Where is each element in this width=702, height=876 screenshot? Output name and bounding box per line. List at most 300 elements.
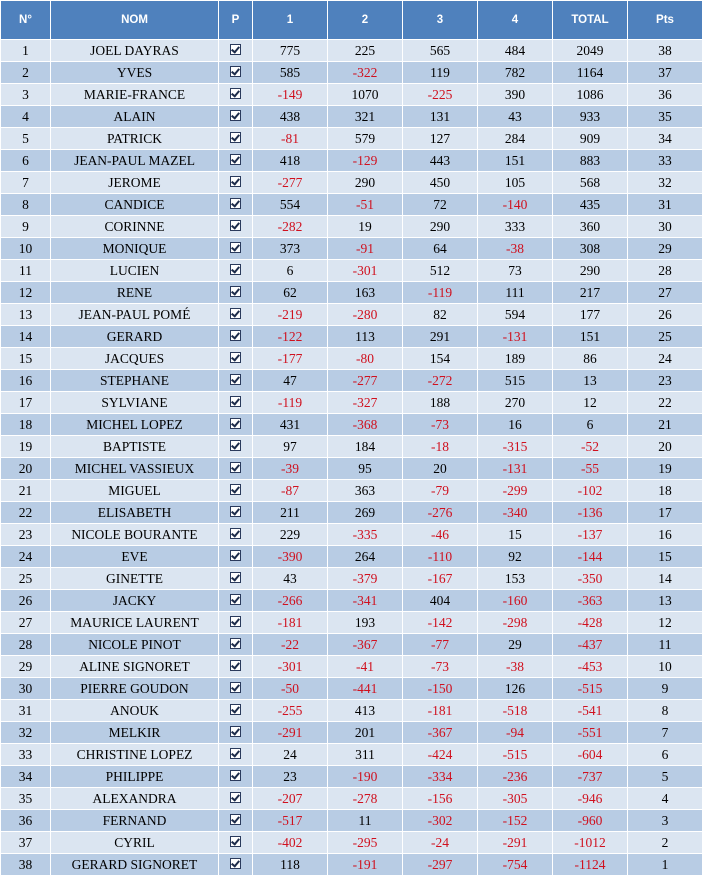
round-3-cell: -110 bbox=[403, 546, 478, 568]
name-cell: CANDICE bbox=[51, 194, 219, 216]
round-1-cell: -266 bbox=[253, 590, 328, 612]
total-cell: -515 bbox=[553, 678, 628, 700]
round-1-cell: 6 bbox=[253, 260, 328, 282]
round-1-cell: 24 bbox=[253, 744, 328, 766]
table-row bbox=[1, 810, 702, 832]
checked-checkbox-icon bbox=[230, 66, 241, 77]
total-cell: -960 bbox=[553, 810, 628, 832]
points-cell: 1 bbox=[628, 854, 702, 876]
round-2-cell: -51 bbox=[328, 194, 403, 216]
points-cell: 15 bbox=[628, 546, 702, 568]
round-3-cell: 291 bbox=[403, 326, 478, 348]
points-cell: 12 bbox=[628, 612, 702, 634]
round-3-cell: -142 bbox=[403, 612, 478, 634]
round-2-cell: 363 bbox=[328, 480, 403, 502]
checked-checkbox-icon bbox=[230, 836, 241, 847]
round-3-cell: -77 bbox=[403, 634, 478, 656]
total-cell: -453 bbox=[553, 656, 628, 678]
rank-cell: 31 bbox=[1, 700, 51, 722]
points-cell: 26 bbox=[628, 304, 702, 326]
name-cell: MICHEL LOPEZ bbox=[51, 414, 219, 436]
checked-checkbox-icon bbox=[230, 176, 241, 187]
points-cell: 32 bbox=[628, 172, 702, 194]
round-4-cell: 73 bbox=[478, 260, 553, 282]
round-3-cell: -302 bbox=[403, 810, 478, 832]
rank-cell: 10 bbox=[1, 238, 51, 260]
total-cell: 933 bbox=[553, 106, 628, 128]
round-2-cell: -41 bbox=[328, 656, 403, 678]
points-cell: 33 bbox=[628, 150, 702, 172]
total-cell: -102 bbox=[553, 480, 628, 502]
round-1-cell: -390 bbox=[253, 546, 328, 568]
column-header-round-4: 4 bbox=[478, 1, 553, 40]
round-2-cell: 269 bbox=[328, 502, 403, 524]
table-row bbox=[1, 722, 702, 744]
present-cell bbox=[219, 810, 253, 832]
points-cell: 23 bbox=[628, 370, 702, 392]
table-row bbox=[1, 502, 702, 524]
round-2-cell: 290 bbox=[328, 172, 403, 194]
present-cell bbox=[219, 744, 253, 766]
points-cell: 34 bbox=[628, 128, 702, 150]
round-1-cell: 585 bbox=[253, 62, 328, 84]
name-cell: GINETTE bbox=[51, 568, 219, 590]
rank-cell: 32 bbox=[1, 722, 51, 744]
points-cell: 3 bbox=[628, 810, 702, 832]
points-cell: 7 bbox=[628, 722, 702, 744]
name-cell: RENE bbox=[51, 282, 219, 304]
name-cell: STEPHANE bbox=[51, 370, 219, 392]
name-cell: MICHEL VASSIEUX bbox=[51, 458, 219, 480]
table-row bbox=[1, 62, 702, 84]
round-4-cell: -305 bbox=[478, 788, 553, 810]
round-4-cell: 782 bbox=[478, 62, 553, 84]
table-row bbox=[1, 172, 702, 194]
total-cell: 217 bbox=[553, 282, 628, 304]
points-cell: 18 bbox=[628, 480, 702, 502]
round-2-cell: 1070 bbox=[328, 84, 403, 106]
checked-checkbox-icon bbox=[230, 242, 241, 253]
round-4-cell: -152 bbox=[478, 810, 553, 832]
round-2-cell: -441 bbox=[328, 678, 403, 700]
present-cell bbox=[219, 348, 253, 370]
round-2-cell: 264 bbox=[328, 546, 403, 568]
total-cell: -350 bbox=[553, 568, 628, 590]
round-3-cell: 127 bbox=[403, 128, 478, 150]
rank-cell: 1 bbox=[1, 40, 51, 62]
round-2-cell: -341 bbox=[328, 590, 403, 612]
points-cell: 25 bbox=[628, 326, 702, 348]
rank-cell: 19 bbox=[1, 436, 51, 458]
checked-checkbox-icon bbox=[230, 286, 241, 297]
table-row bbox=[1, 194, 702, 216]
round-1-cell: -277 bbox=[253, 172, 328, 194]
round-1-cell: 438 bbox=[253, 106, 328, 128]
name-cell: MELKIR bbox=[51, 722, 219, 744]
table-row bbox=[1, 282, 702, 304]
present-cell bbox=[219, 546, 253, 568]
round-4-cell: 105 bbox=[478, 172, 553, 194]
round-2-cell: -368 bbox=[328, 414, 403, 436]
points-cell: 28 bbox=[628, 260, 702, 282]
name-cell: YVES bbox=[51, 62, 219, 84]
round-4-cell: 189 bbox=[478, 348, 553, 370]
checked-checkbox-icon bbox=[230, 792, 241, 803]
round-4-cell: 390 bbox=[478, 84, 553, 106]
total-cell: 1164 bbox=[553, 62, 628, 84]
table-row bbox=[1, 568, 702, 590]
name-cell: NICOLE PINOT bbox=[51, 634, 219, 656]
round-4-cell: 43 bbox=[478, 106, 553, 128]
round-3-cell: 565 bbox=[403, 40, 478, 62]
table-row bbox=[1, 150, 702, 172]
checked-checkbox-icon bbox=[230, 198, 241, 209]
checked-checkbox-icon bbox=[230, 418, 241, 429]
name-cell: GERARD SIGNORET bbox=[51, 854, 219, 876]
round-2-cell: -379 bbox=[328, 568, 403, 590]
round-2-cell: -91 bbox=[328, 238, 403, 260]
name-cell: GERARD bbox=[51, 326, 219, 348]
round-2-cell: -280 bbox=[328, 304, 403, 326]
name-cell: JEAN-PAUL POMÉ bbox=[51, 304, 219, 326]
points-cell: 37 bbox=[628, 62, 702, 84]
points-cell: 5 bbox=[628, 766, 702, 788]
rank-cell: 8 bbox=[1, 194, 51, 216]
round-2-cell: -191 bbox=[328, 854, 403, 876]
round-1-cell: -402 bbox=[253, 832, 328, 854]
checked-checkbox-icon bbox=[230, 770, 241, 781]
present-cell bbox=[219, 194, 253, 216]
name-cell: FERNAND bbox=[51, 810, 219, 832]
round-4-cell: -315 bbox=[478, 436, 553, 458]
round-3-cell: 20 bbox=[403, 458, 478, 480]
name-cell: CHRISTINE LOPEZ bbox=[51, 744, 219, 766]
present-cell bbox=[219, 700, 253, 722]
round-3-cell: -46 bbox=[403, 524, 478, 546]
points-cell: 2 bbox=[628, 832, 702, 854]
points-cell: 31 bbox=[628, 194, 702, 216]
checked-checkbox-icon bbox=[230, 440, 241, 451]
round-1-cell: 373 bbox=[253, 238, 328, 260]
round-1-cell: -122 bbox=[253, 326, 328, 348]
round-4-cell: 92 bbox=[478, 546, 553, 568]
table-row bbox=[1, 238, 702, 260]
name-cell: JACKY bbox=[51, 590, 219, 612]
round-4-cell: -94 bbox=[478, 722, 553, 744]
round-2-cell: 163 bbox=[328, 282, 403, 304]
name-cell: BAPTISTE bbox=[51, 436, 219, 458]
round-1-cell: 62 bbox=[253, 282, 328, 304]
round-1-cell: 43 bbox=[253, 568, 328, 590]
table-row bbox=[1, 436, 702, 458]
rank-cell: 27 bbox=[1, 612, 51, 634]
rank-cell: 6 bbox=[1, 150, 51, 172]
name-cell: MARIE-FRANCE bbox=[51, 84, 219, 106]
table-row bbox=[1, 40, 702, 62]
round-4-cell: 484 bbox=[478, 40, 553, 62]
header-row bbox=[1, 1, 702, 40]
total-cell: 568 bbox=[553, 172, 628, 194]
round-1-cell: 97 bbox=[253, 436, 328, 458]
present-cell bbox=[219, 854, 253, 876]
table-row bbox=[1, 854, 702, 876]
total-cell: 13 bbox=[553, 370, 628, 392]
round-4-cell: -236 bbox=[478, 766, 553, 788]
name-cell: JEAN-PAUL MAZEL bbox=[51, 150, 219, 172]
rank-cell: 22 bbox=[1, 502, 51, 524]
round-3-cell: -167 bbox=[403, 568, 478, 590]
round-3-cell: -119 bbox=[403, 282, 478, 304]
column-header-round-3: 3 bbox=[403, 1, 478, 40]
round-2-cell: -367 bbox=[328, 634, 403, 656]
round-4-cell: -515 bbox=[478, 744, 553, 766]
round-1-cell: -301 bbox=[253, 656, 328, 678]
present-cell bbox=[219, 766, 253, 788]
total-cell: -551 bbox=[553, 722, 628, 744]
round-4-cell: -518 bbox=[478, 700, 553, 722]
table-row bbox=[1, 788, 702, 810]
round-4-cell: -291 bbox=[478, 832, 553, 854]
points-cell: 27 bbox=[628, 282, 702, 304]
name-cell: ANOUK bbox=[51, 700, 219, 722]
total-cell: -541 bbox=[553, 700, 628, 722]
name-cell: PIERRE GOUDON bbox=[51, 678, 219, 700]
total-cell: -363 bbox=[553, 590, 628, 612]
round-2-cell: 413 bbox=[328, 700, 403, 722]
rank-cell: 29 bbox=[1, 656, 51, 678]
round-1-cell: -119 bbox=[253, 392, 328, 414]
round-2-cell: -322 bbox=[328, 62, 403, 84]
name-cell: ELISABETH bbox=[51, 502, 219, 524]
round-4-cell: 111 bbox=[478, 282, 553, 304]
checked-checkbox-icon bbox=[230, 616, 241, 627]
points-cell: 20 bbox=[628, 436, 702, 458]
round-3-cell: -225 bbox=[403, 84, 478, 106]
column-header-name: NOM bbox=[51, 1, 219, 40]
table-row bbox=[1, 304, 702, 326]
checked-checkbox-icon bbox=[230, 638, 241, 649]
round-1-cell: -255 bbox=[253, 700, 328, 722]
round-3-cell: -334 bbox=[403, 766, 478, 788]
present-cell bbox=[219, 480, 253, 502]
present-cell bbox=[219, 282, 253, 304]
round-1-cell: 23 bbox=[253, 766, 328, 788]
table-row bbox=[1, 612, 702, 634]
present-cell bbox=[219, 414, 253, 436]
table-row bbox=[1, 678, 702, 700]
table-row bbox=[1, 458, 702, 480]
checked-checkbox-icon bbox=[230, 814, 241, 825]
round-2-cell: 193 bbox=[328, 612, 403, 634]
present-cell bbox=[219, 370, 253, 392]
total-cell: -737 bbox=[553, 766, 628, 788]
total-cell: 360 bbox=[553, 216, 628, 238]
round-1-cell: -219 bbox=[253, 304, 328, 326]
round-4-cell: -131 bbox=[478, 326, 553, 348]
present-cell bbox=[219, 634, 253, 656]
total-cell: -52 bbox=[553, 436, 628, 458]
points-cell: 21 bbox=[628, 414, 702, 436]
total-cell: 6 bbox=[553, 414, 628, 436]
rank-cell: 30 bbox=[1, 678, 51, 700]
round-3-cell: -73 bbox=[403, 656, 478, 678]
round-3-cell: 154 bbox=[403, 348, 478, 370]
table-row bbox=[1, 370, 702, 392]
round-4-cell: -140 bbox=[478, 194, 553, 216]
round-4-cell: 333 bbox=[478, 216, 553, 238]
points-cell: 24 bbox=[628, 348, 702, 370]
round-2-cell: 184 bbox=[328, 436, 403, 458]
total-cell: 2049 bbox=[553, 40, 628, 62]
round-1-cell: -149 bbox=[253, 84, 328, 106]
table-row bbox=[1, 84, 702, 106]
round-1-cell: -517 bbox=[253, 810, 328, 832]
round-2-cell: 95 bbox=[328, 458, 403, 480]
round-4-cell: 284 bbox=[478, 128, 553, 150]
points-cell: 8 bbox=[628, 700, 702, 722]
round-3-cell: 72 bbox=[403, 194, 478, 216]
table-row bbox=[1, 326, 702, 348]
table-row bbox=[1, 414, 702, 436]
column-header-present: P bbox=[219, 1, 253, 40]
round-1-cell: -39 bbox=[253, 458, 328, 480]
checked-checkbox-icon bbox=[230, 264, 241, 275]
rank-cell: 26 bbox=[1, 590, 51, 612]
round-1-cell: -177 bbox=[253, 348, 328, 370]
round-1-cell: 229 bbox=[253, 524, 328, 546]
total-cell: -1012 bbox=[553, 832, 628, 854]
present-cell bbox=[219, 436, 253, 458]
round-3-cell: -181 bbox=[403, 700, 478, 722]
name-cell: PATRICK bbox=[51, 128, 219, 150]
round-2-cell: 11 bbox=[328, 810, 403, 832]
rank-cell: 21 bbox=[1, 480, 51, 502]
round-4-cell: -38 bbox=[478, 656, 553, 678]
checked-checkbox-icon bbox=[230, 330, 241, 341]
round-2-cell: -335 bbox=[328, 524, 403, 546]
round-1-cell: 431 bbox=[253, 414, 328, 436]
checked-checkbox-icon bbox=[230, 858, 241, 869]
round-2-cell: -301 bbox=[328, 260, 403, 282]
checked-checkbox-icon bbox=[230, 220, 241, 231]
checked-checkbox-icon bbox=[230, 550, 241, 561]
round-3-cell: -297 bbox=[403, 854, 478, 876]
rank-cell: 24 bbox=[1, 546, 51, 568]
present-cell bbox=[219, 150, 253, 172]
present-cell bbox=[219, 128, 253, 150]
rank-cell: 33 bbox=[1, 744, 51, 766]
table-row bbox=[1, 260, 702, 282]
total-cell: 308 bbox=[553, 238, 628, 260]
round-4-cell: 16 bbox=[478, 414, 553, 436]
rank-cell: 2 bbox=[1, 62, 51, 84]
name-cell: ALINE SIGNORET bbox=[51, 656, 219, 678]
name-cell: SYLVIANE bbox=[51, 392, 219, 414]
round-4-cell: -160 bbox=[478, 590, 553, 612]
checked-checkbox-icon bbox=[230, 704, 241, 715]
round-4-cell: 153 bbox=[478, 568, 553, 590]
present-cell bbox=[219, 590, 253, 612]
name-cell: JEROME bbox=[51, 172, 219, 194]
round-3-cell: 119 bbox=[403, 62, 478, 84]
name-cell: LUCIEN bbox=[51, 260, 219, 282]
round-1-cell: 211 bbox=[253, 502, 328, 524]
table-row bbox=[1, 216, 702, 238]
total-cell: 151 bbox=[553, 326, 628, 348]
name-cell: PHILIPPE bbox=[51, 766, 219, 788]
name-cell: CORINNE bbox=[51, 216, 219, 238]
present-cell bbox=[219, 832, 253, 854]
points-cell: 10 bbox=[628, 656, 702, 678]
points-cell: 22 bbox=[628, 392, 702, 414]
table-row bbox=[1, 634, 702, 656]
points-cell: 36 bbox=[628, 84, 702, 106]
round-3-cell: 443 bbox=[403, 150, 478, 172]
round-3-cell: 404 bbox=[403, 590, 478, 612]
rank-cell: 20 bbox=[1, 458, 51, 480]
name-cell: ALAIN bbox=[51, 106, 219, 128]
round-3-cell: 131 bbox=[403, 106, 478, 128]
present-cell bbox=[219, 502, 253, 524]
checked-checkbox-icon bbox=[230, 396, 241, 407]
present-cell bbox=[219, 238, 253, 260]
points-cell: 16 bbox=[628, 524, 702, 546]
round-1-cell: 118 bbox=[253, 854, 328, 876]
rank-cell: 4 bbox=[1, 106, 51, 128]
round-3-cell: -367 bbox=[403, 722, 478, 744]
points-cell: 17 bbox=[628, 502, 702, 524]
table-row bbox=[1, 106, 702, 128]
round-3-cell: -150 bbox=[403, 678, 478, 700]
present-cell bbox=[219, 458, 253, 480]
present-cell bbox=[219, 62, 253, 84]
round-2-cell: 113 bbox=[328, 326, 403, 348]
points-cell: 11 bbox=[628, 634, 702, 656]
present-cell bbox=[219, 260, 253, 282]
table-row bbox=[1, 546, 702, 568]
round-1-cell: 775 bbox=[253, 40, 328, 62]
name-cell: JOEL DAYRAS bbox=[51, 40, 219, 62]
name-cell: CYRIL bbox=[51, 832, 219, 854]
round-1-cell: -291 bbox=[253, 722, 328, 744]
round-1-cell: 47 bbox=[253, 370, 328, 392]
checked-checkbox-icon bbox=[230, 352, 241, 363]
round-4-cell: 151 bbox=[478, 150, 553, 172]
round-3-cell: 188 bbox=[403, 392, 478, 414]
points-cell: 19 bbox=[628, 458, 702, 480]
points-cell: 13 bbox=[628, 590, 702, 612]
checked-checkbox-icon bbox=[230, 748, 241, 759]
table-row bbox=[1, 348, 702, 370]
present-cell bbox=[219, 304, 253, 326]
column-header-round-1: 1 bbox=[253, 1, 328, 40]
rank-cell: 35 bbox=[1, 788, 51, 810]
round-3-cell: -156 bbox=[403, 788, 478, 810]
total-cell: -946 bbox=[553, 788, 628, 810]
round-1-cell: -282 bbox=[253, 216, 328, 238]
round-2-cell: 19 bbox=[328, 216, 403, 238]
rank-cell: 11 bbox=[1, 260, 51, 282]
round-3-cell: -24 bbox=[403, 832, 478, 854]
table-row bbox=[1, 766, 702, 788]
round-4-cell: -340 bbox=[478, 502, 553, 524]
total-cell: -437 bbox=[553, 634, 628, 656]
round-4-cell: -131 bbox=[478, 458, 553, 480]
round-4-cell: 126 bbox=[478, 678, 553, 700]
table-row bbox=[1, 128, 702, 150]
points-cell: 30 bbox=[628, 216, 702, 238]
total-cell: 86 bbox=[553, 348, 628, 370]
